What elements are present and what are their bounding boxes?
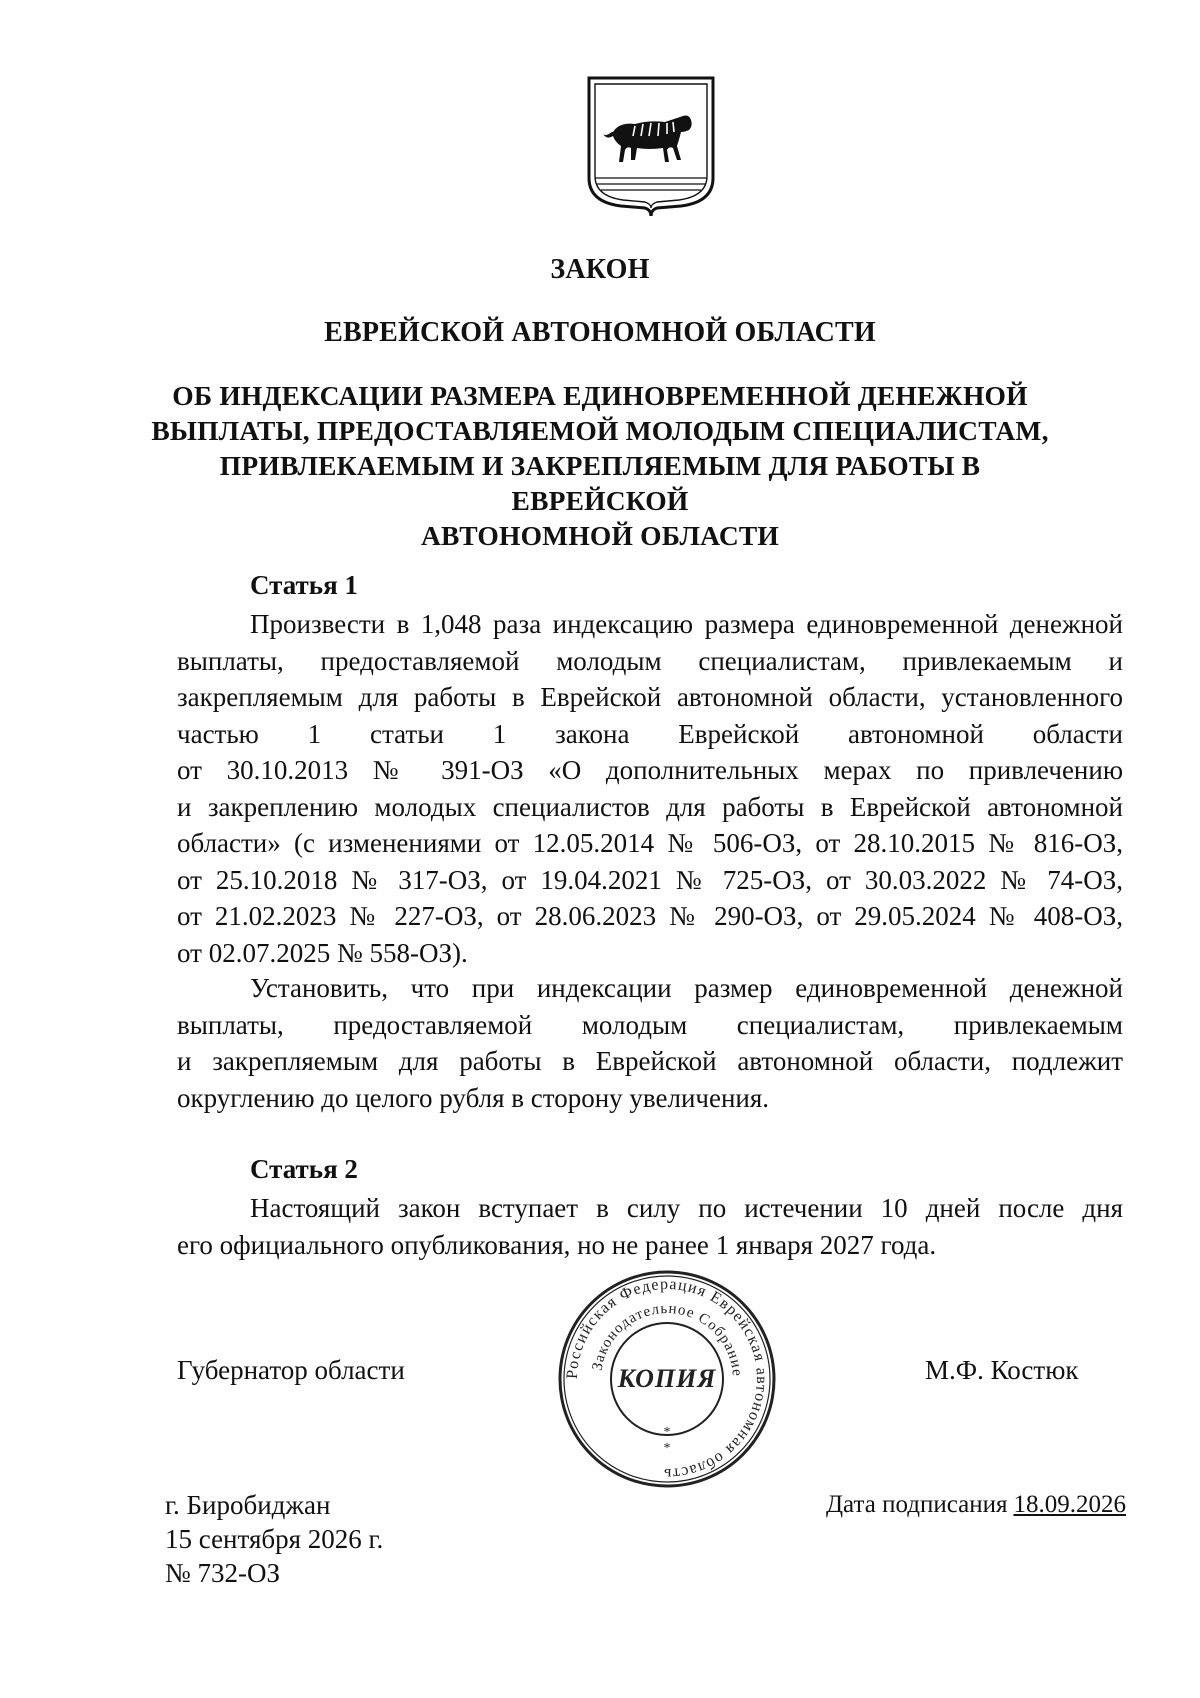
official-seal-stamp: [556, 1268, 778, 1490]
coat-of-arms-emblem: [585, 74, 717, 220]
stamp-center-text: КОПИЯ: [617, 1364, 717, 1393]
text-line: от 02.07.2025 № 558-ОЗ).: [177, 937, 468, 968]
signing-date: [826, 1489, 1126, 1521]
signing-date-label: Дата подписания: [826, 1491, 1008, 1518]
text-line: от 21.02.2023 № 227-ОЗ, от 28.06.2023 № 290-ОЗ, от 29.05.2024 № 408-ОЗ,: [177, 901, 1123, 931]
text-line: от 30.10.2013 № 391-ОЗ «О дополнительных мерах по привлечению: [177, 755, 1123, 785]
subject-line: ВЫПЛАТЫ, ПРЕДОСТАВЛЯЕМОЙ МОЛОДЫМ СПЕЦИАЛИСТАМ,: [151, 415, 1049, 446]
stamp-outer-text: Российская Федерация Еврейская автономная область: [563, 1275, 771, 1483]
text-line: Установить, что при индексации размер единовременной денежной: [250, 973, 1123, 1003]
document-region: ЕВРЕЙСКОЙ АВТОНОМНОЙ ОБЛАСТИ: [324, 317, 876, 348]
text-line: закрепляемым для работы в Еврейской автономной области, установленного: [177, 682, 1123, 712]
stamp-star-icon: *: [663, 1441, 671, 1456]
text-line: и закрепляемым для работы в Еврейской автономной области, подлежит: [177, 1046, 1123, 1076]
footer-date: 15 сентября 2026 г.: [165, 1524, 384, 1554]
article-2-heading: Статья 2: [250, 1154, 358, 1184]
footer-number: № 732-ОЗ: [165, 1558, 281, 1588]
text-line: Настоящий закон вступает в силу по истечении 10 дней после дня: [250, 1193, 1123, 1223]
article-1-paragraph-2: [177, 970, 1123, 1116]
stamp-inner-text: Законодательное Собрание: [589, 1300, 746, 1378]
text-line: округлению до целого рубля в сторону увеличения.: [177, 1082, 770, 1113]
signing-date-value: 18.09.2026: [1013, 1491, 1126, 1518]
text-line: и закреплению молодых специалистов для работы в Еврейской автономной: [177, 791, 1123, 822]
subject-line: ПРИВЛЕКАЕМЫМ И ЗАКРЕПЛЯЕМЫМ ДЛЯ РАБОТЫ В ЕВРЕЙСКОЙ: [219, 450, 981, 516]
signer-name: М.Ф. Костюк: [925, 1355, 1079, 1385]
stamp-star-icon: *: [663, 1425, 671, 1440]
signer-position: Губернатор области: [177, 1355, 405, 1385]
subject-line: АВТОНОМНОЙ ОБЛАСТИ: [420, 520, 780, 551]
text-line: Произвести в 1,048 раза индексацию размера единовременной денежной: [250, 609, 1123, 639]
article-1-paragraph-1: [177, 606, 1123, 971]
text-line: выплаты, предоставляемой молодым специалистам, привлекаемым: [177, 1009, 1123, 1040]
document-title: ЗАКОН: [550, 254, 650, 285]
article-2-paragraph: [177, 1190, 1123, 1263]
text-line: частью 1 статьи 1 закона Еврейской автономной области: [177, 718, 1123, 749]
tiger-icon: [603, 116, 692, 163]
document-subject: [150, 378, 1050, 553]
text-line: от 25.10.2018 № 317-ОЗ, от 19.04.2021 № 725-ОЗ, от 30.03.2022 № 74-ОЗ,: [177, 864, 1123, 895]
text-line: его официального опубликования, но не ранее 1 января 2027 года.: [177, 1229, 937, 1260]
text-line: выплаты, предоставляемой молодым специалистам, привлекаемым и: [177, 645, 1123, 676]
footer-city: г. Биробиджан: [165, 1490, 331, 1520]
text-line: области» (с изменениями от 12.05.2014 № 506-ОЗ, от 28.10.2015 № 816-ОЗ,: [177, 828, 1123, 858]
article-1-heading: Статья 1: [250, 570, 358, 600]
subject-line: ОБ ИНДЕКСАЦИИ РАЗМЕРА ЕДИНОВРЕМЕННОЙ ДЕНЕЖНОЙ: [172, 380, 1028, 411]
